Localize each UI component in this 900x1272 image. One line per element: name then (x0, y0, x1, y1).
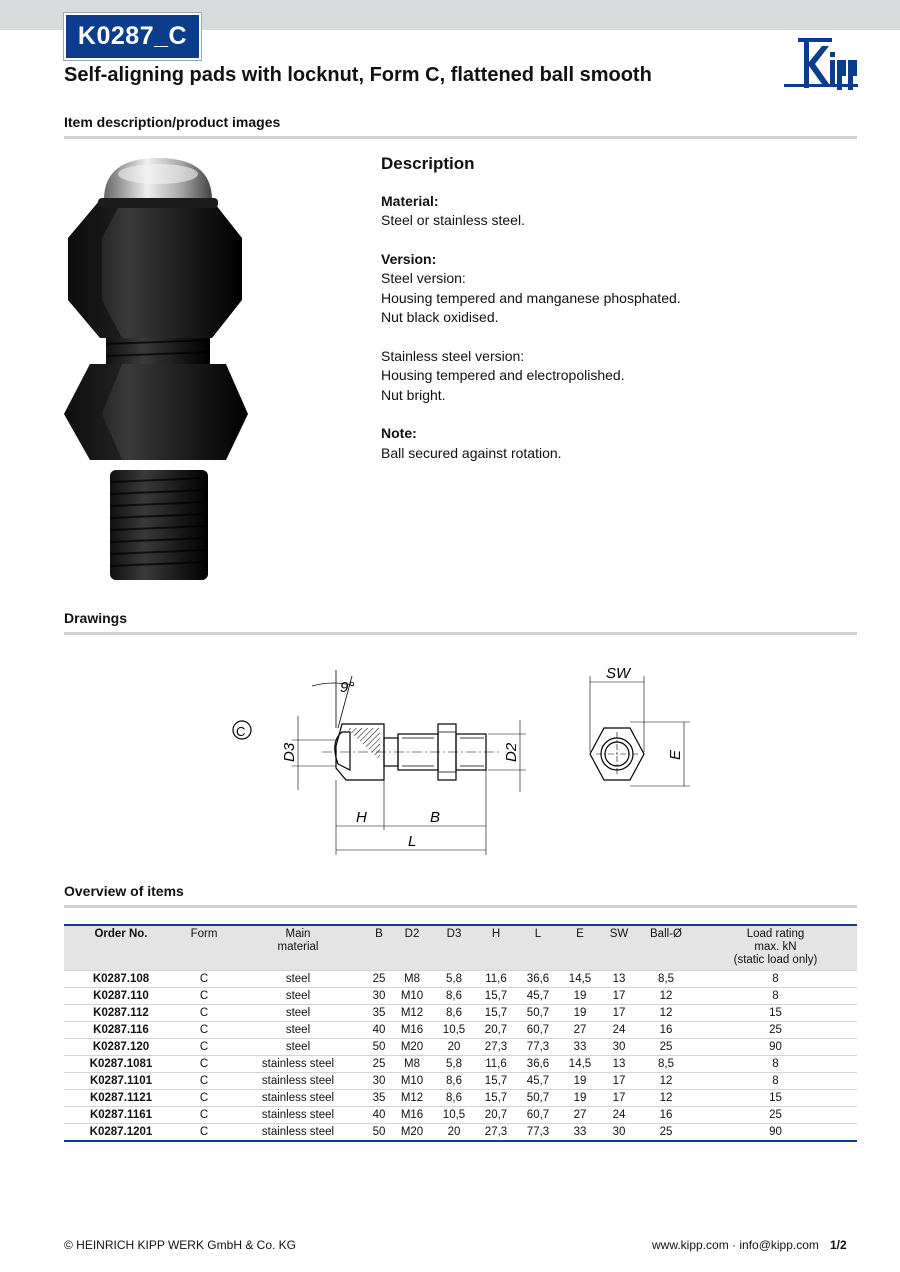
table-cell: M20 (392, 1124, 432, 1142)
table-cell: stainless steel (230, 1107, 366, 1124)
col-h: H (476, 925, 516, 971)
product-image (62, 152, 257, 592)
table-cell: 30 (366, 1073, 392, 1090)
table-cell: 25 (366, 1056, 392, 1073)
col-d3: D3 (432, 925, 476, 971)
version-line: Steel version: (381, 270, 466, 286)
table-cell: M8 (392, 971, 432, 988)
table-cell: 19 (560, 1073, 600, 1090)
table-header-row (64, 925, 857, 971)
table-cell: 24 (600, 1022, 638, 1039)
table-cell: K0287.110 (64, 988, 178, 1005)
table-row (64, 1039, 857, 1056)
items-table (64, 924, 857, 1142)
material-text: Steel or stainless steel. (381, 212, 525, 228)
stainless-line: Housing tempered and electropolished. (381, 367, 625, 383)
table-cell: 25 (638, 1039, 694, 1056)
table-cell: 90 (694, 1124, 857, 1142)
table-cell: 12 (638, 988, 694, 1005)
sw-label: SW (606, 665, 631, 682)
table-cell: 27,3 (476, 1039, 516, 1056)
table-cell: 10,5 (432, 1022, 476, 1039)
table-cell: steel (230, 971, 366, 988)
col-ball: Ball-Ø (638, 925, 694, 971)
table-cell: 50 (366, 1039, 392, 1056)
table-cell: 12 (638, 1073, 694, 1090)
b-label: B (430, 809, 441, 826)
table-cell: 17 (600, 1090, 638, 1107)
table-row (64, 1022, 857, 1039)
table-cell: 50,7 (516, 1090, 560, 1107)
l-label: L (408, 833, 417, 850)
table-cell: C (178, 1056, 230, 1073)
table-cell: 12 (638, 1090, 694, 1107)
table-cell: C (178, 1073, 230, 1090)
footer-contact[interactable]: www.kipp.com · info@kipp.com (652, 1238, 819, 1252)
table-cell: 12 (638, 1005, 694, 1022)
table-cell: 40 (366, 1022, 392, 1039)
table-cell: 50 (366, 1124, 392, 1142)
table-cell: K0287.1201 (64, 1124, 178, 1142)
table-cell: 19 (560, 1090, 600, 1107)
table-row (64, 1107, 857, 1124)
table-cell: 13 (600, 1056, 638, 1073)
footer-copyright: © HEINRICH KIPP WERK GmbH & Co. KG (64, 1238, 296, 1252)
angle-label: 9° (340, 679, 355, 696)
table-cell: M20 (392, 1039, 432, 1056)
table-cell: 19 (560, 988, 600, 1005)
product-code-badge: K0287_C (64, 13, 201, 60)
table-cell: 8 (694, 971, 857, 988)
table-cell: 20,7 (476, 1107, 516, 1124)
table-cell: M10 (392, 988, 432, 1005)
table-cell: 27 (560, 1107, 600, 1124)
table-cell: 16 (638, 1022, 694, 1039)
table-cell: M16 (392, 1022, 432, 1039)
table-cell: M12 (392, 1005, 432, 1022)
stainless-line: Nut bright. (381, 386, 446, 403)
table-cell: 40 (366, 1107, 392, 1124)
table-cell: M16 (392, 1107, 432, 1124)
table-cell: 27 (560, 1022, 600, 1039)
section-drawings: Drawings (64, 610, 857, 635)
table-cell: 20 (432, 1124, 476, 1142)
d3-label: D3 (281, 742, 298, 762)
table-row (64, 1073, 857, 1090)
footer-page-number: 1/2 (830, 1238, 847, 1252)
table-cell: 15,7 (476, 1090, 516, 1107)
table-cell: 35 (366, 1090, 392, 1107)
table-cell: K0287.120 (64, 1039, 178, 1056)
note-label: Note: (381, 425, 417, 441)
table-cell: 25 (694, 1022, 857, 1039)
table-cell: 50,7 (516, 1005, 560, 1022)
table-cell: 15,7 (476, 1005, 516, 1022)
table-cell: C (178, 1022, 230, 1039)
table-cell: 77,3 (516, 1039, 560, 1056)
table-cell: 15,7 (476, 1073, 516, 1090)
form-c-label: C (236, 724, 246, 739)
table-cell: 15 (694, 1090, 857, 1107)
table-cell: C (178, 1107, 230, 1124)
table-cell: 60,7 (516, 1022, 560, 1039)
table-cell: 24 (600, 1107, 638, 1124)
table-cell: 8 (694, 1056, 857, 1073)
table-cell: M8 (392, 1056, 432, 1073)
table-cell: 17 (600, 1073, 638, 1090)
section-overview: Overview of items (64, 883, 857, 908)
section-item-description: Item description/product images (64, 114, 857, 139)
table-cell: 30 (600, 1124, 638, 1142)
table-cell: 19 (560, 1005, 600, 1022)
e-label: E (667, 749, 684, 760)
kipp-logo (784, 38, 858, 92)
table-cell: 77,3 (516, 1124, 560, 1142)
material-label: Material: (381, 192, 439, 209)
table-cell: 27,3 (476, 1124, 516, 1142)
table-cell: K0287.116 (64, 1022, 178, 1039)
h-label: H (356, 809, 367, 826)
table-cell: 5,8 (432, 1056, 476, 1073)
version-line: Nut black oxidised. (381, 309, 499, 325)
table-cell: 10,5 (432, 1107, 476, 1124)
stainless-line: Stainless steel version: (381, 347, 525, 364)
d2-label: D2 (503, 742, 520, 762)
description-block (381, 154, 841, 463)
table-cell: 35 (366, 1005, 392, 1022)
col-material: Main material (230, 925, 366, 971)
table-cell: 11,6 (476, 1056, 516, 1073)
table-cell: K0287.1081 (64, 1056, 178, 1073)
table-cell: steel (230, 1005, 366, 1022)
table-cell: C (178, 971, 230, 988)
table-cell: 14,5 (560, 1056, 600, 1073)
table-cell: stainless steel (230, 1073, 366, 1090)
table-cell: C (178, 1090, 230, 1107)
table-cell: steel (230, 1022, 366, 1039)
table-cell: stainless steel (230, 1056, 366, 1073)
table-cell: stainless steel (230, 1090, 366, 1107)
col-order-no: Order No. (64, 925, 178, 971)
table-cell: 8 (694, 1073, 857, 1090)
table-cell: 15,7 (476, 988, 516, 1005)
table-cell: M10 (392, 1073, 432, 1090)
table-cell: 8 (694, 988, 857, 1005)
table-cell: 20,7 (476, 1022, 516, 1039)
table-cell: 15 (694, 1005, 857, 1022)
table-cell: 25 (366, 971, 392, 988)
table-cell: 8,6 (432, 1090, 476, 1107)
table-row (64, 1005, 857, 1022)
table-cell: 30 (600, 1039, 638, 1056)
table-cell: C (178, 988, 230, 1005)
table-cell: 17 (600, 1005, 638, 1022)
table-row (64, 1124, 857, 1142)
table-cell: 36,6 (516, 1056, 560, 1073)
table-cell: 5,8 (432, 971, 476, 988)
table-cell: 8,6 (432, 1073, 476, 1090)
table-cell: K0287.1101 (64, 1073, 178, 1090)
technical-drawing (226, 660, 706, 865)
description-heading: Description (381, 154, 475, 173)
table-cell: 8,6 (432, 1005, 476, 1022)
table-cell: 8,5 (638, 971, 694, 988)
table-cell: steel (230, 1039, 366, 1056)
table-cell: K0287.112 (64, 1005, 178, 1022)
table-cell: 30 (366, 988, 392, 1005)
table-cell: 20 (432, 1039, 476, 1056)
col-b: B (366, 925, 392, 971)
table-cell: 8,6 (432, 988, 476, 1005)
note-text: Ball secured against rotation. (381, 444, 562, 461)
table-cell: K0287.1161 (64, 1107, 178, 1124)
table-row (64, 1056, 857, 1073)
table-cell: 33 (560, 1124, 600, 1142)
table-row (64, 971, 857, 988)
col-d2: D2 (392, 925, 432, 971)
table-cell: 90 (694, 1039, 857, 1056)
version-label: Version: (381, 250, 437, 267)
col-load-rating: Load rating max. kN (static load only) (694, 925, 857, 971)
table-cell: steel (230, 988, 366, 1005)
table-cell: C (178, 1005, 230, 1022)
table-cell: 45,7 (516, 1073, 560, 1090)
table-row (64, 988, 857, 1005)
col-l: L (516, 925, 560, 971)
table-row (64, 1090, 857, 1107)
table-cell: 13 (600, 971, 638, 988)
table-cell: 17 (600, 988, 638, 1005)
table-cell: 36,6 (516, 971, 560, 988)
table-cell: K0287.1121 (64, 1090, 178, 1107)
table-cell: 33 (560, 1039, 600, 1056)
table-cell: 11,6 (476, 971, 516, 988)
table-cell: 60,7 (516, 1107, 560, 1124)
col-form: Form (178, 925, 230, 971)
table-cell: 25 (638, 1124, 694, 1142)
table-cell: 25 (694, 1107, 857, 1124)
table-cell: C (178, 1039, 230, 1056)
table-cell: stainless steel (230, 1124, 366, 1142)
page-title: Self-aligning pads with locknut, Form C, flattened ball smooth (64, 64, 652, 86)
table-cell: 16 (638, 1107, 694, 1124)
version-line: Housing tempered and manganese phosphated. (381, 289, 681, 306)
col-sw: SW (600, 925, 638, 971)
table-cell: 14,5 (560, 971, 600, 988)
table-cell: 45,7 (516, 988, 560, 1005)
table-cell: K0287.108 (64, 971, 178, 988)
table-cell: C (178, 1124, 230, 1142)
col-e: E (560, 925, 600, 971)
table-cell: M12 (392, 1090, 432, 1107)
table-cell: 8,5 (638, 1056, 694, 1073)
